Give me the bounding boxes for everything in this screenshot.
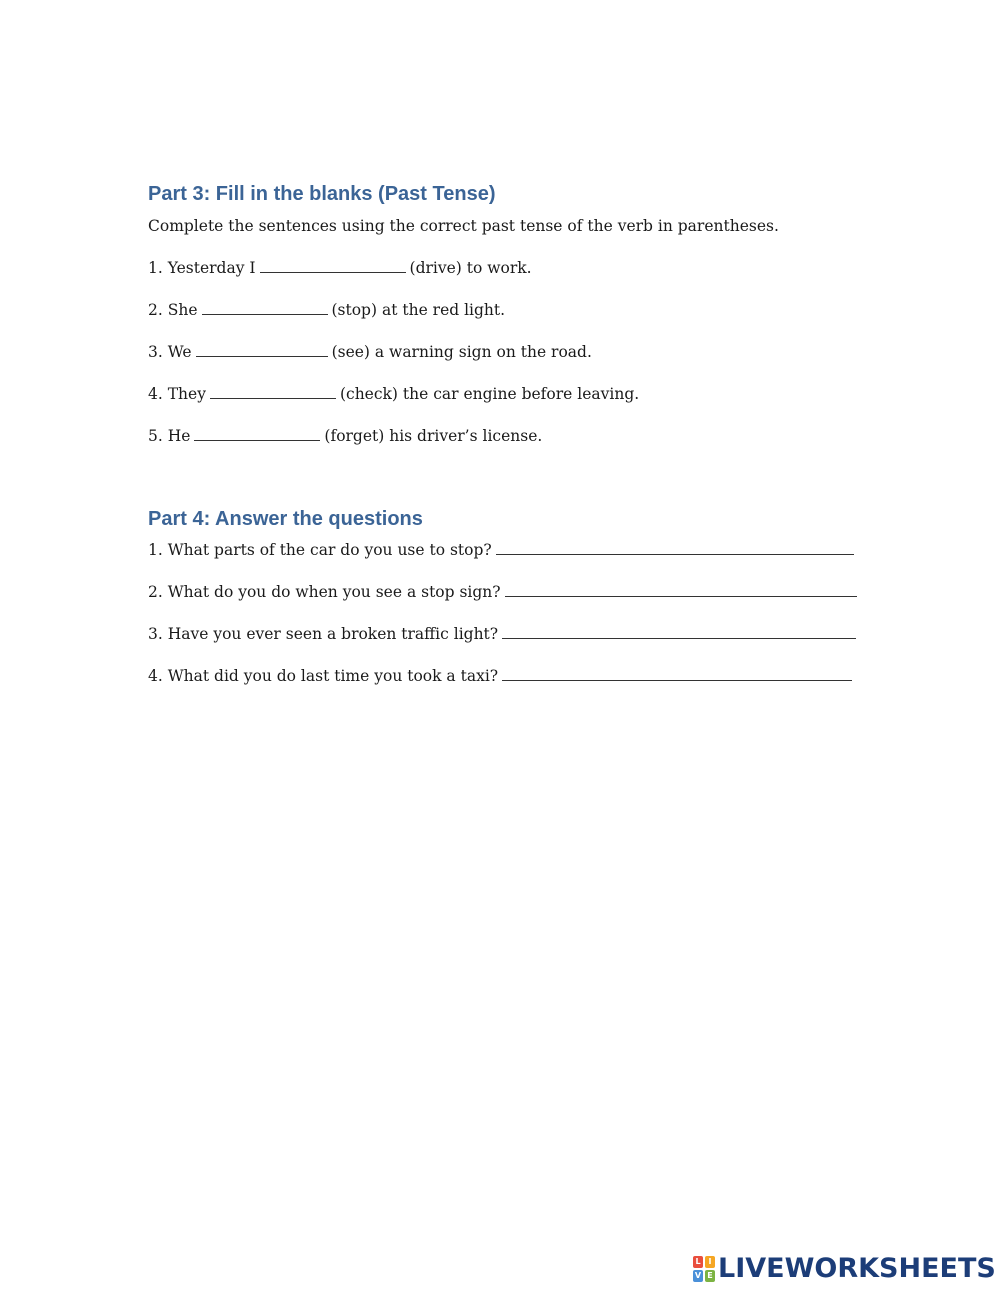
- answer-line-3[interactable]: [502, 624, 856, 639]
- answer-blank-4[interactable]: [210, 384, 336, 399]
- item-prefix: 4. They: [148, 385, 206, 403]
- fill-blank-item-5: [148, 426, 542, 446]
- liveworksheets-mark-icon: [693, 1256, 715, 1282]
- answer-line-1[interactable]: [496, 540, 854, 555]
- part3-heading: Part 3: Fill in the blanks (Past Tense): [148, 183, 496, 205]
- part4-heading: Part 4: Answer the questions: [148, 508, 423, 530]
- item-suffix: (see) a warning sign on the road.: [331, 343, 592, 361]
- answer-blank-1[interactable]: [260, 258, 406, 273]
- fill-blank-item-4: [148, 384, 639, 404]
- item-suffix: (drive) to work.: [409, 259, 532, 277]
- logo-text: LIVEWORKSHEETS: [718, 1253, 996, 1284]
- item-prefix: 3. We: [148, 343, 192, 361]
- answer-line-2[interactable]: [505, 582, 857, 597]
- question-item-1: [148, 540, 854, 560]
- logo-mark-letter: I: [705, 1256, 715, 1268]
- answer-blank-3[interactable]: [196, 342, 328, 357]
- item-prefix: 2. She: [148, 301, 198, 319]
- fill-blank-item-1: [148, 258, 532, 278]
- question-text: 4. What did you do last time you took a taxi?: [148, 667, 499, 685]
- answer-line-4[interactable]: [502, 666, 852, 681]
- logo-mark-letter: E: [705, 1270, 715, 1282]
- item-suffix: (stop) at the red light.: [331, 301, 506, 319]
- item-prefix: 1. Yesterday I: [148, 259, 256, 277]
- question-item-3: [148, 624, 856, 644]
- logo-mark-letter: V: [694, 1271, 702, 1280]
- part3-instruction: Complete the sentences using the correct past tense of the verb in parentheses.: [148, 217, 779, 235]
- fill-blank-item-2: [148, 300, 505, 320]
- liveworksheets-logo: [693, 1254, 996, 1284]
- question-item-4: [148, 666, 852, 686]
- question-item-2: [148, 582, 857, 602]
- item-suffix: (check) the car engine before leaving.: [339, 385, 640, 403]
- item-suffix: (forget) his driver’s license.: [324, 427, 543, 445]
- item-prefix: 5. He: [148, 427, 191, 445]
- question-text: 1. What parts of the car do you use to stop?: [148, 541, 492, 559]
- answer-blank-2[interactable]: [202, 300, 328, 315]
- question-text: 2. What do you do when you see a stop sign?: [148, 583, 501, 601]
- answer-blank-5[interactable]: [194, 426, 320, 441]
- fill-blank-item-3: [148, 342, 592, 362]
- logo-mark-letter: L: [693, 1256, 703, 1268]
- question-text: 3. Have you ever seen a broken traffic light?: [148, 625, 499, 643]
